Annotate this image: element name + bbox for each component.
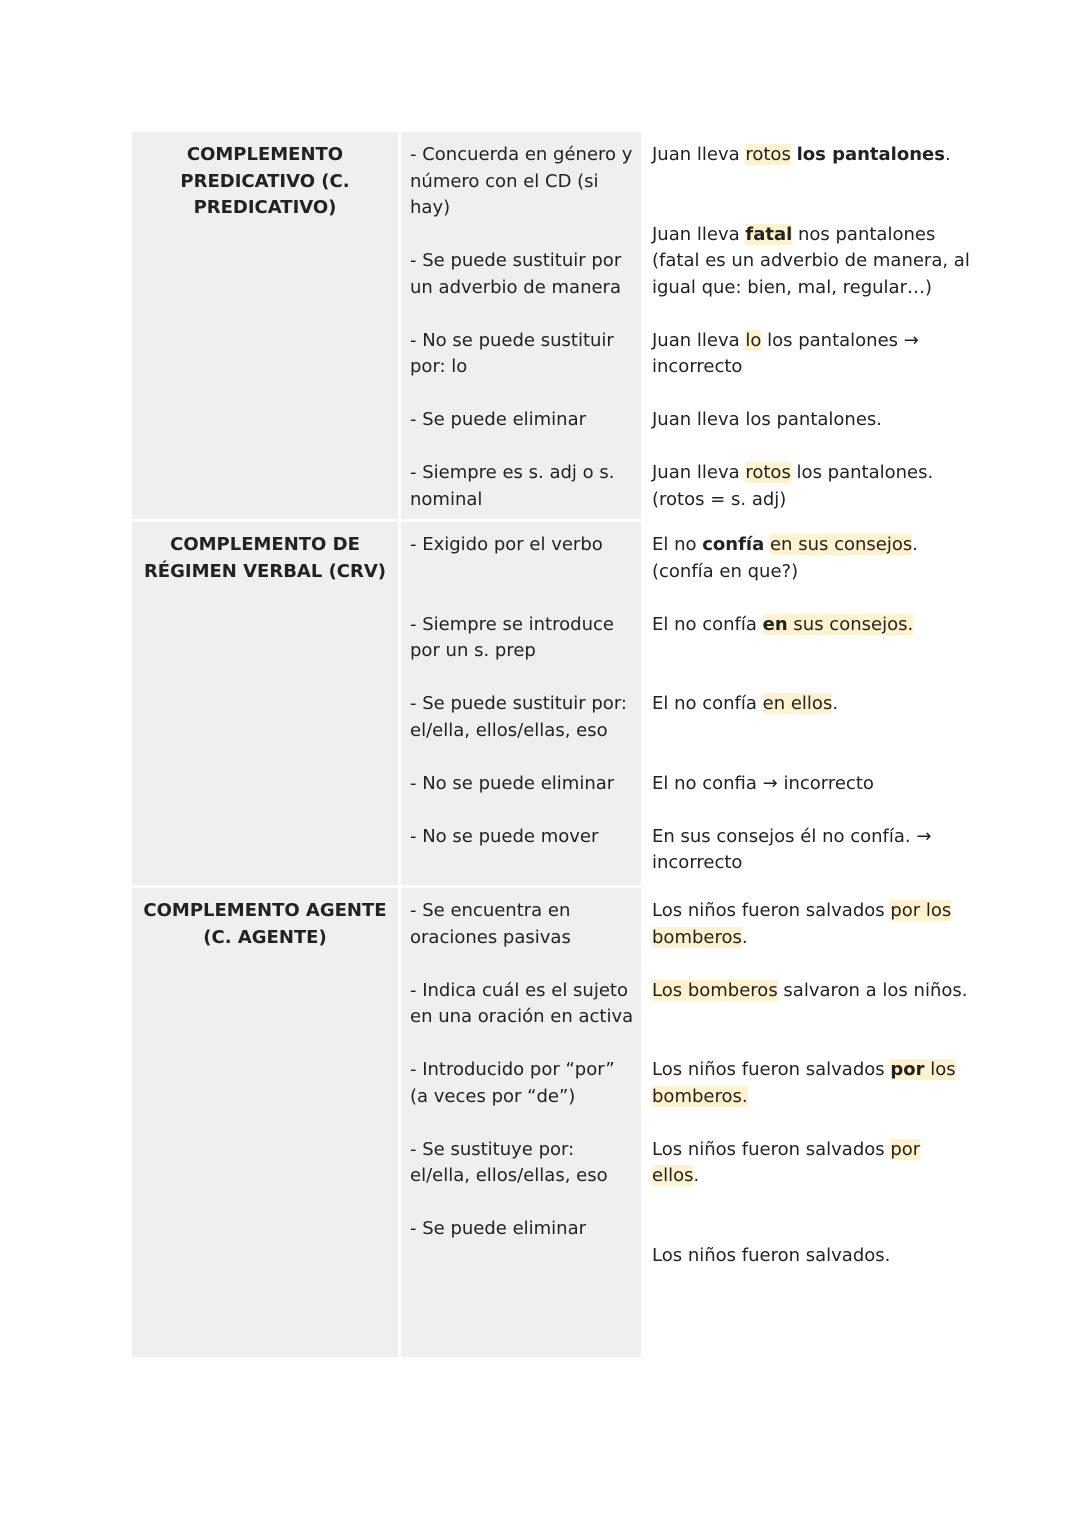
highlighted-text: en — [762, 613, 788, 635]
section-title: COMPLEMENTO PREDICATIVO (C. PREDICATIVO) — [132, 132, 401, 522]
rule-item: - Siempre es s. adj o s. nominal — [410, 462, 615, 510]
example-text: El no confía — [652, 613, 763, 635]
rule-item: - No se puede mover — [410, 825, 599, 847]
examples-cell — [643, 132, 978, 522]
rule-item: - No se puede sustituir por: lo — [410, 329, 614, 377]
rule-item: - Se puede eliminar — [410, 409, 587, 430]
example-text: . (confía en que?) — [652, 534, 918, 582]
rule-item: - Se puede eliminar — [410, 1218, 587, 1239]
example-text: . — [741, 926, 748, 948]
highlighted-text: fatal — [745, 223, 793, 245]
example-item — [652, 460, 972, 513]
example-text: los pantalones — [796, 144, 945, 165]
example-text: Los niños fueron salvados. — [652, 1244, 891, 1266]
highlighted-text: sus consejos. — [787, 613, 914, 635]
highlighted-text: los bomberos. — [652, 1059, 956, 1107]
example-text: Juan lleva los pantalones. — [652, 409, 883, 430]
example-text: los pantalones. (rotos = s. adj) — [652, 462, 934, 510]
example-text: confía — [702, 534, 765, 555]
highlighted-text: en sus consejos — [769, 534, 913, 555]
example-text: los pantalones → incorrecto — [652, 329, 919, 377]
example-item — [652, 142, 972, 169]
example-item — [652, 612, 972, 639]
highlighted-text: Los bomberos — [652, 979, 778, 1001]
highlighted-text: por los bomberos — [652, 900, 952, 948]
example-item — [652, 771, 972, 798]
example-item — [652, 222, 972, 302]
example-item — [652, 978, 972, 1005]
example-item — [652, 898, 972, 951]
examples-cell — [643, 888, 978, 1357]
rule-item: - Se sustituye por: el/ella, ellos/ellas, eso — [410, 1138, 608, 1186]
section-predicativo — [132, 132, 978, 522]
example-item — [652, 691, 972, 718]
rules-cell — [401, 522, 643, 888]
examples-cell — [643, 522, 978, 888]
example-text: El no — [652, 534, 703, 555]
rule-item: - Introducido por “por” (a veces por “de”) — [410, 1059, 615, 1107]
example-item — [652, 407, 972, 434]
example-text: Juan lleva — [652, 223, 746, 245]
highlighted-text: por — [890, 1059, 925, 1080]
example-text: . — [693, 1165, 700, 1186]
example-text: Juan lleva — [652, 329, 746, 351]
highlighted-text: rotos — [745, 462, 791, 483]
rule-item: - Se encuentra en oraciones pasivas — [410, 900, 571, 948]
example-text: . — [944, 144, 951, 165]
example-item — [652, 1137, 972, 1190]
rule-item: - Se puede sustituir por: el/ella, ellos/ellas, eso — [410, 693, 627, 741]
rule-item: - Concuerda en género y número con el CD (si hay) — [410, 144, 633, 218]
section-crv — [132, 522, 978, 888]
rule-item: - No se puede eliminar — [410, 772, 615, 794]
example-text: El no confía — [652, 693, 763, 714]
section-agente — [132, 888, 978, 1357]
example-text: En sus consejos él no confía. → incorrecto — [652, 825, 932, 873]
rule-item: - Se puede sustituir por un adverbio de manera — [410, 250, 622, 298]
example-text: Los niños fueron salvados — [652, 1059, 891, 1080]
example-text: salvaron a los niños. — [777, 979, 968, 1001]
example-text: Juan lleva — [652, 144, 746, 165]
grammar-table — [132, 132, 978, 1357]
example-item — [652, 1057, 972, 1110]
highlighted-text: rotos — [745, 144, 791, 165]
highlighted-text: en ellos — [762, 693, 833, 714]
example-text: El no confia → incorrecto — [652, 772, 874, 794]
example-item — [652, 824, 972, 877]
example-text: nos pantalones (fatal es un adverbio de manera, al igual que: bien, mal, regular…) — [652, 223, 970, 298]
example-text: Juan lleva — [652, 462, 746, 483]
section-title: COMPLEMENTO DE RÉGIMEN VERBAL (CRV) — [132, 522, 401, 888]
highlighted-text: por ellos — [652, 1138, 921, 1186]
rule-item: - Indica cuál es el sujeto en una oración en activa — [410, 979, 634, 1027]
rule-item: - Exigido por el verbo — [410, 534, 603, 555]
rule-item: - Siempre se introduce por un s. prep — [410, 613, 614, 661]
example-text: . — [832, 693, 839, 714]
highlighted-text: lo — [745, 329, 762, 351]
example-item — [652, 1243, 972, 1270]
rules-cell — [401, 132, 643, 522]
example-item — [652, 328, 972, 381]
section-title: COMPLEMENTO AGENTE (C. AGENTE) — [132, 888, 401, 1357]
example-text: Los niños fueron salvados — [652, 1138, 891, 1160]
example-item — [652, 532, 972, 585]
rules-cell — [401, 888, 643, 1357]
example-text: Los niños fueron salvados — [652, 900, 891, 921]
